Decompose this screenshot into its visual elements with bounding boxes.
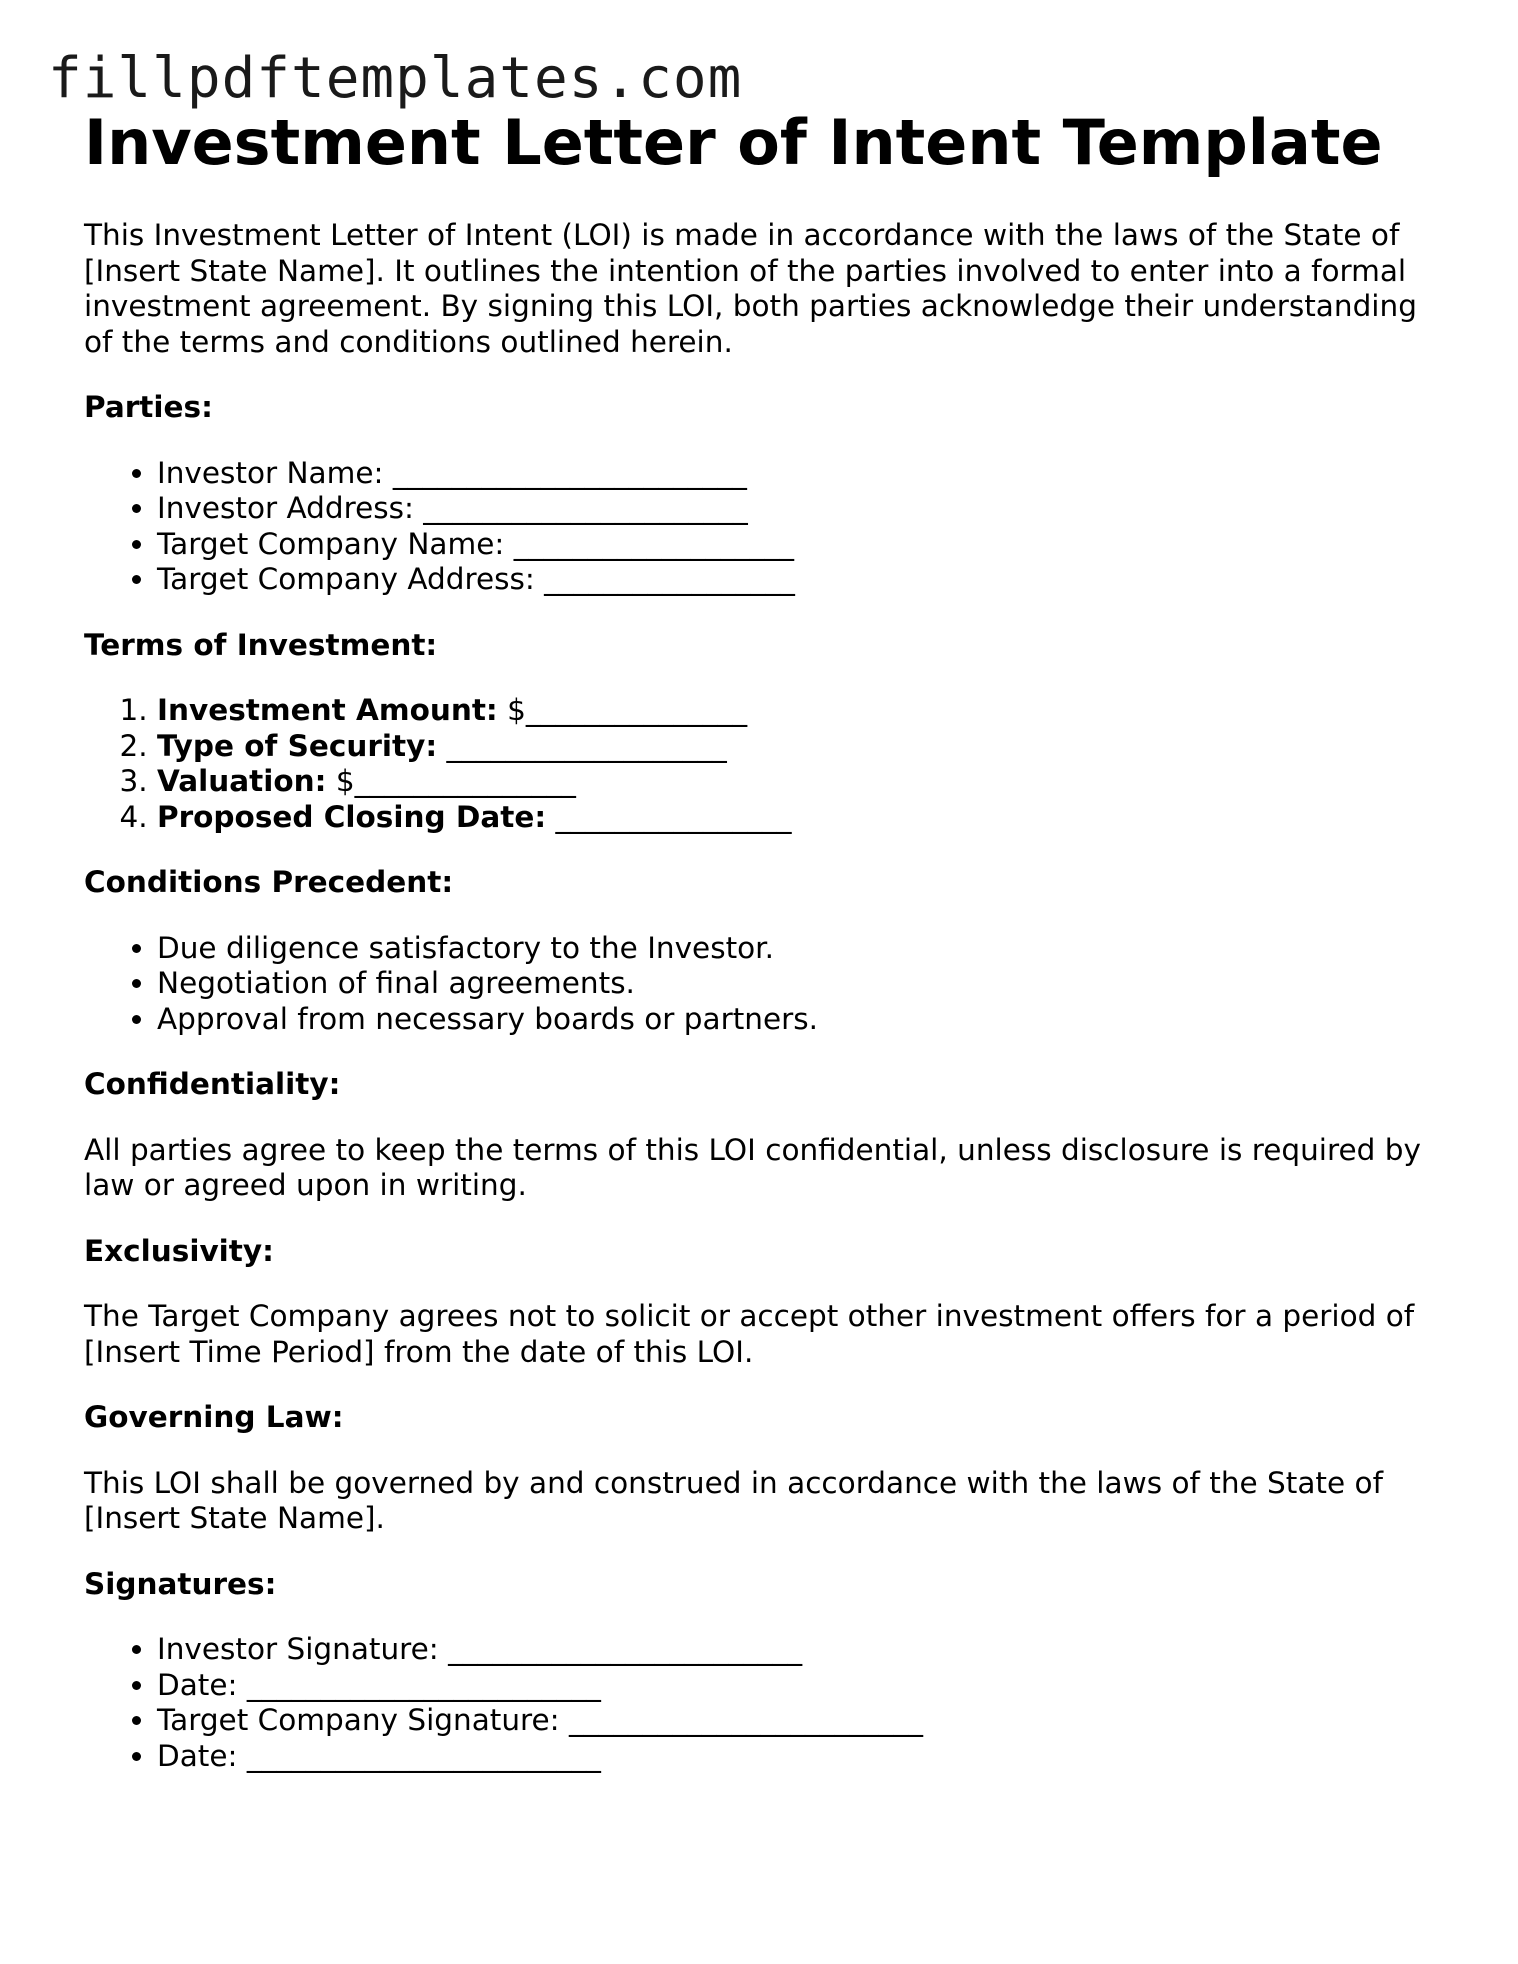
term-blank: $_______________: [326, 764, 576, 798]
term-blank: ________________: [546, 799, 792, 834]
confidentiality-text: All parties agree to keep the terms of this LOI confidential, unless disclosure is required by law or agreed upon in writing.: [84, 1132, 1421, 1202]
site-watermark: fillpdftemplates.com: [48, 46, 743, 111]
list-item: • Approval from necessary boards or partners.: [157, 1002, 1444, 1038]
list-item: • Investor Address: ______________________: [157, 491, 1444, 527]
list-item: • Date: ________________________: [157, 1739, 1444, 1775]
exclusivity-heading: Exclusivity:: [84, 1233, 274, 1268]
document-page: [84, 104, 1444, 1774]
list-item: [157, 800, 1444, 836]
parties-heading: Parties:: [84, 390, 213, 424]
governing-law-heading: Governing Law:: [84, 1400, 344, 1434]
parties-list: [84, 456, 1444, 598]
term-blank: ___________________: [437, 728, 727, 763]
list-item: • Negotiation of final agreements.: [157, 966, 1444, 1002]
term-label: Investment Amount:: [157, 693, 498, 727]
list-item: [157, 693, 1444, 729]
list-item: • Due diligence satisfactory to the Investor.: [157, 931, 1444, 967]
document-title: Investment Letter of Intent Template: [84, 106, 1383, 179]
terms-heading: Terms of Investment:: [84, 627, 438, 662]
term-blank: $_______________: [497, 693, 748, 727]
signatures-list: [84, 1632, 1444, 1774]
confidentiality-heading: Confidentiality:: [84, 1067, 341, 1101]
term-label: Valuation:: [157, 764, 327, 798]
conditions-heading: Conditions Precedent:: [84, 865, 454, 899]
exclusivity-text: The Target Company agrees not to solicit or accept other investment offers for a period of [Insert Time Period] from the date of this LOI.: [84, 1299, 1415, 1369]
list-item: • Target Company Address: _________________: [157, 562, 1444, 598]
list-item: [157, 764, 1444, 800]
list-item: • Target Company Name: ___________________: [157, 527, 1444, 563]
list-item: • Date: ________________________: [157, 1668, 1444, 1704]
term-label: Type of Security:: [157, 728, 438, 763]
governing-law-text: This LOI shall be governed by and construed in accordance with the laws of the State of [Insert State Name].: [84, 1465, 1383, 1535]
intro-paragraph: This Investment Letter of Intent (LOI) is made in accordance with the laws of the State of [Insert State Name]. It outlines the intention of the parties involved to enter into a formal investment agreement. By signing this LOI, both parties acknowledge their understanding of the terms and conditions outlined herein.: [84, 218, 1417, 359]
list-item: • Investor Signature: ________________________: [157, 1632, 1444, 1668]
list-item: [157, 729, 1444, 765]
terms-list: [84, 693, 1444, 835]
list-item: • Target Company Signature: ________________________: [157, 1703, 1444, 1739]
conditions-list: [84, 931, 1444, 1038]
term-label: Proposed Closing Date:: [157, 799, 547, 834]
signatures-heading: Signatures:: [84, 1566, 277, 1601]
list-item: • Investor Name: ________________________: [157, 456, 1444, 492]
